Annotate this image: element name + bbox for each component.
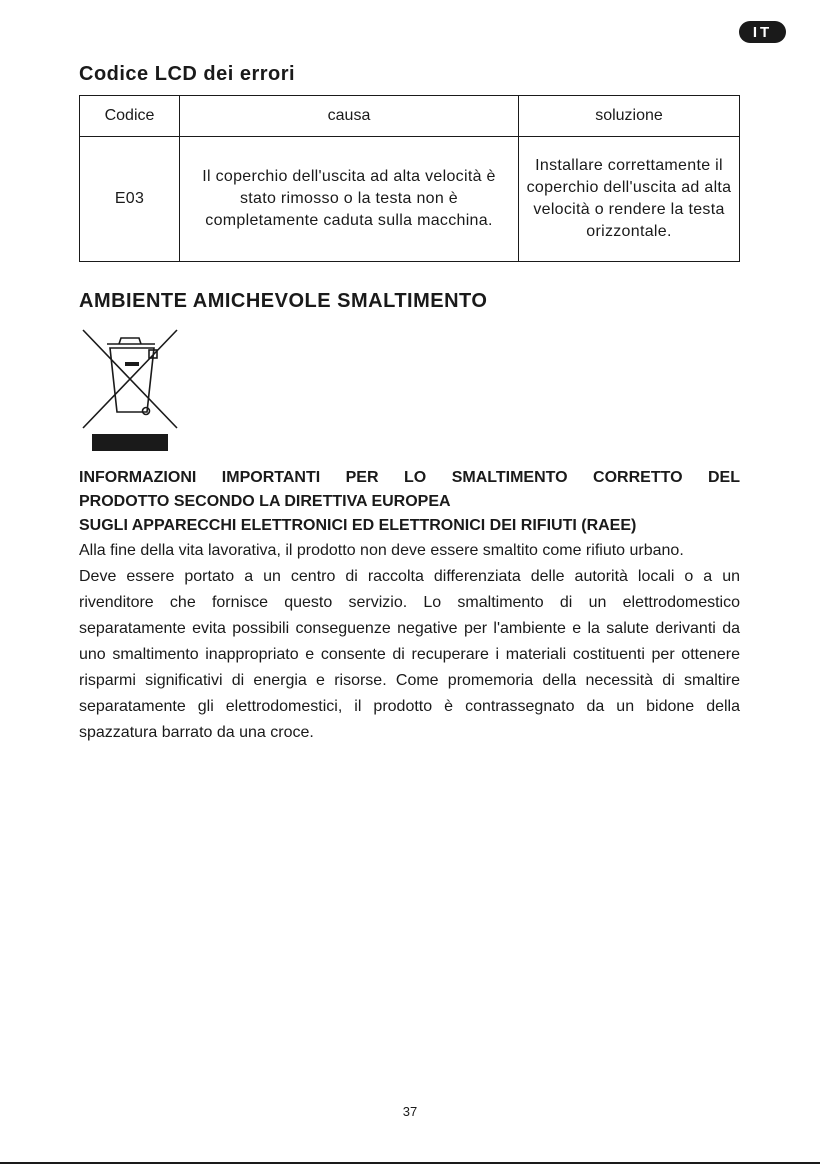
disposal-info: [79, 466, 740, 746]
header-code: Codice: [80, 96, 180, 137]
error-solution-cell: Installare correttamente il coperchio dell'uscita ad alta velocità o rendere la testa orizzontale.: [519, 137, 740, 262]
disposal-heading-line-3: SUGLI APPARECCHI ELETTRONICI ED ELETTRONICI DEI RIFIUTI (RAEE): [79, 517, 637, 534]
table-header-row: [80, 96, 740, 137]
disposal-heading-line-1: INFORMAZIONI IMPORTANTI PER LO SMALTIMENTO CORRETTO DEL: [79, 469, 740, 486]
error-cause-cell: Il coperchio dell'uscita ad alta velocità è stato rimosso o la testa non è completamente caduta sulla macchina.: [180, 137, 519, 262]
table-row: [80, 137, 740, 262]
error-code-cell: E03: [80, 137, 180, 262]
header-cause: causa: [180, 96, 519, 137]
crossed-out-wheelie-bin-icon: [79, 326, 181, 452]
disposal-paragraph-1: Alla fine della vita lavorativa, il prodotto non deve essere smaltito come rifiuto urbano.: [79, 542, 684, 559]
bottom-rule: [0, 1162, 820, 1164]
page-number: 37: [402, 1104, 418, 1119]
error-code-table: [79, 95, 740, 262]
error-codes-title: Codice LCD dei errori: [79, 63, 296, 85]
language-badge: IT: [739, 21, 786, 43]
header-solution: soluzione: [519, 96, 740, 137]
disposal-heading-line-2: PRODOTTO SECONDO LA DIRETTIVA EUROPEA: [79, 493, 451, 510]
disposal-paragraph-2: Deve essere portato a un centro di raccolta differenziata delle autorità locali o a un rivenditore che fornisce questo servizio. Lo smaltimento di un elettrodomestico separatamente evita possibili conseguenze negative per l'ambiente e la salute derivanti da uno smaltimento inappropriato e consente di recuperare i materiali costituenti per ottenere risparmi significativi di energia e risorse. Come promemoria della necessità di smaltire separatamente gli elettrodomestici, il prodotto è contrassegnato da un bidone della spazzatura barrato da una croce.: [79, 568, 740, 741]
disposal-title: AMBIENTE AMICHEVOLE SMALTIMENTO: [79, 290, 488, 312]
